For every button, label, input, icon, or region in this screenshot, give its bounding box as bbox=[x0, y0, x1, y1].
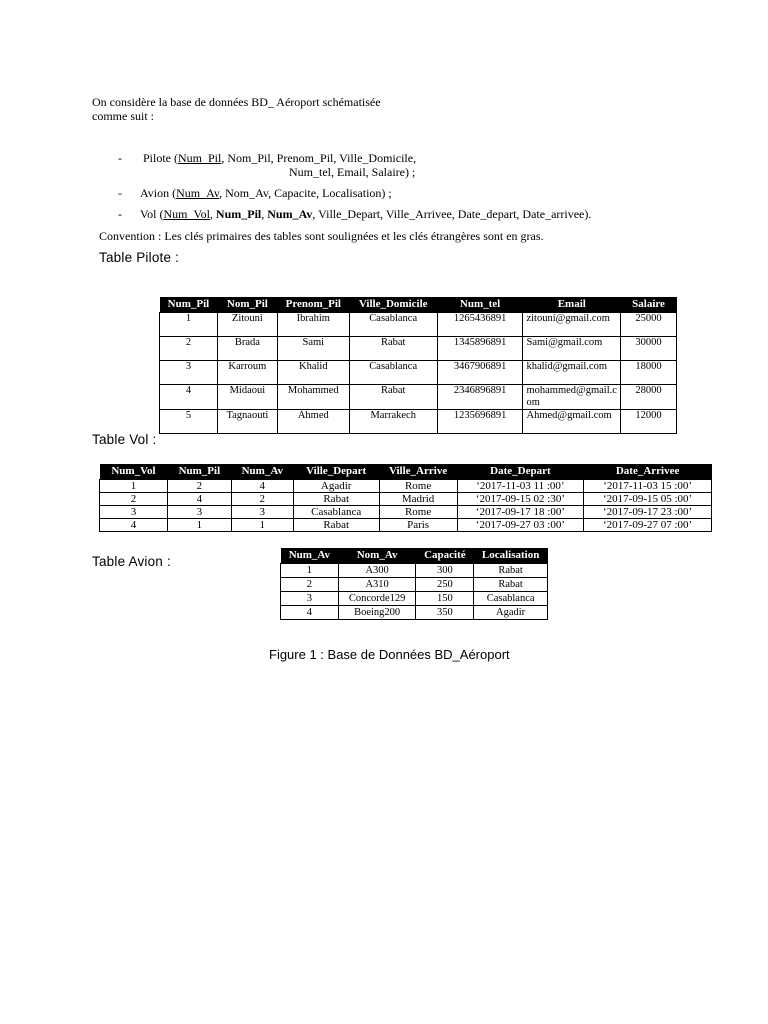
table-cell: Rabat bbox=[293, 493, 379, 506]
table-cell: Agadir bbox=[293, 480, 379, 493]
table-cell: 3 bbox=[281, 592, 339, 606]
table-cell: 18000 bbox=[621, 361, 677, 385]
table-cell: A300 bbox=[338, 564, 416, 578]
table-cell: 300 bbox=[416, 564, 474, 578]
table-cell: 5 bbox=[160, 410, 218, 434]
table-cell: 1 bbox=[167, 519, 231, 532]
schema-pilote-name: Pilote ( bbox=[143, 151, 178, 165]
column-header: Num_tel bbox=[437, 297, 523, 313]
table-avion-title: Table Avion : bbox=[92, 554, 171, 569]
table-cell: Madrid bbox=[379, 493, 457, 506]
table-cell: Khalid bbox=[277, 361, 349, 385]
intro-line-1: On considère la base de données BD_ Aéroport schématisée bbox=[92, 95, 381, 109]
table-pilote-title: Table Pilote : bbox=[99, 250, 180, 265]
intro-line-2: comme suit : bbox=[92, 109, 154, 123]
table-cell: Casablanca bbox=[349, 361, 437, 385]
schema-pilote-primary-key: Num_Pil bbox=[178, 151, 222, 165]
table-cell: 4 bbox=[100, 519, 168, 532]
schema-avion-attributes: , Nom_Av, Capacite, Localisation) ; bbox=[219, 186, 392, 200]
table-cell: 150 bbox=[416, 592, 474, 606]
column-header: Ville_Depart bbox=[293, 464, 379, 480]
column-header: Nom_Pil bbox=[217, 297, 277, 313]
bullet-dash: - bbox=[118, 151, 122, 165]
table-cell: Rome bbox=[379, 506, 457, 519]
table-cell: 1 bbox=[160, 313, 218, 337]
column-header: Capacité bbox=[416, 548, 474, 564]
table-cell: 1 bbox=[100, 480, 168, 493]
table-cell: Ibrahim bbox=[277, 313, 349, 337]
table-cell: 2 bbox=[167, 480, 231, 493]
table-cell: 25000 bbox=[621, 313, 677, 337]
table-cell: Boeing200 bbox=[338, 606, 416, 620]
bullet-dash: - bbox=[118, 207, 122, 221]
table-cell: ‘2017-09-27 07 :00’ bbox=[584, 519, 712, 532]
table-cell: 2346896891 bbox=[437, 385, 523, 410]
column-header: Email bbox=[523, 297, 621, 313]
table-cell: Rome bbox=[379, 480, 457, 493]
table-cell: 3 bbox=[231, 506, 293, 519]
table-cell: 250 bbox=[416, 578, 474, 592]
schema-pilote bbox=[143, 151, 416, 165]
table-cell: 3 bbox=[160, 361, 218, 385]
table-avion bbox=[280, 548, 548, 620]
table-cell: 2 bbox=[100, 493, 168, 506]
table-row bbox=[281, 592, 548, 606]
table-cell: Marrakech bbox=[349, 410, 437, 434]
table-cell: ‘2017-09-17 18 :00’ bbox=[457, 506, 584, 519]
table-cell: Rabat bbox=[293, 519, 379, 532]
schema-vol-comma: , bbox=[261, 207, 265, 221]
table-cell: Casablanca bbox=[293, 506, 379, 519]
schema-vol-foreign-key-pilote: Num_Pil bbox=[215, 207, 262, 221]
table-cell: 3 bbox=[100, 506, 168, 519]
table-pilote bbox=[159, 297, 677, 434]
table-row bbox=[100, 480, 712, 493]
table-cell: Sami bbox=[277, 337, 349, 361]
schema-avion-primary-key: Num_Av bbox=[176, 186, 220, 200]
table-cell: Paris bbox=[379, 519, 457, 532]
table-row bbox=[281, 578, 548, 592]
table-cell: ‘2017-09-17 23 :00’ bbox=[584, 506, 712, 519]
table-cell: 2 bbox=[160, 337, 218, 361]
table-cell: Midaoui bbox=[217, 385, 277, 410]
table-row bbox=[160, 313, 677, 337]
table-cell: 350 bbox=[416, 606, 474, 620]
schema-vol bbox=[140, 207, 591, 221]
table-cell: Agadir bbox=[474, 606, 548, 620]
table-cell: ‘2017-09-15 02 :30’ bbox=[457, 493, 584, 506]
table-cell: Karroum bbox=[217, 361, 277, 385]
column-header: Num_Pil bbox=[167, 464, 231, 480]
column-header: Prenom_Pil bbox=[277, 297, 349, 313]
table-cell: khalid@gmail.com bbox=[523, 361, 621, 385]
table-vol bbox=[99, 464, 712, 532]
table-cell: Ahmed@gmail.com bbox=[523, 410, 621, 434]
schema-vol-foreign-key-avion: Num_Av bbox=[267, 207, 313, 221]
column-header: Salaire bbox=[621, 297, 677, 313]
convention-note: Convention : Les clés primaires des tables sont soulignées et les clés étrangères sont en gras. bbox=[99, 229, 544, 243]
table-cell: Rabat bbox=[474, 578, 548, 592]
table-cell: ‘2017-11-03 15 :00’ bbox=[584, 480, 712, 493]
table-cell: Brada bbox=[217, 337, 277, 361]
table-pilote-header-row bbox=[160, 297, 677, 313]
table-row bbox=[100, 519, 712, 532]
table-avion-body bbox=[281, 564, 548, 620]
table-cell: 2 bbox=[281, 578, 339, 592]
table-avion-header-row bbox=[281, 548, 548, 564]
table-row bbox=[160, 385, 677, 410]
table-cell: ‘2017-09-15 05 :00’ bbox=[584, 493, 712, 506]
table-cell: Zitouni bbox=[217, 313, 277, 337]
table-cell: Sami@gmail.com bbox=[523, 337, 621, 361]
schema-pilote-attributes-cont: Num_tel, Email, Salaire) ; bbox=[289, 165, 416, 179]
table-cell: Concorde129 bbox=[338, 592, 416, 606]
table-cell: 1345896891 bbox=[437, 337, 523, 361]
table-cell: 4 bbox=[231, 480, 293, 493]
column-header: Nom_Av bbox=[338, 548, 416, 564]
table-vol-body bbox=[100, 480, 712, 532]
table-cell: Ahmed bbox=[277, 410, 349, 434]
table-row bbox=[281, 606, 548, 620]
table-row bbox=[160, 410, 677, 434]
table-row bbox=[281, 564, 548, 578]
table-cell: Mohammed bbox=[277, 385, 349, 410]
column-header: Num_Pil bbox=[160, 297, 218, 313]
column-header: Ville_Domicile bbox=[349, 297, 437, 313]
table-cell: 4 bbox=[167, 493, 231, 506]
column-header: Num_Av bbox=[231, 464, 293, 480]
table-cell: 1 bbox=[281, 564, 339, 578]
table-cell: Tagnaouti bbox=[217, 410, 277, 434]
table-cell: 2 bbox=[231, 493, 293, 506]
column-header: Num_Vol bbox=[100, 464, 168, 480]
table-cell: Rabat bbox=[349, 337, 437, 361]
table-cell: 12000 bbox=[621, 410, 677, 434]
column-header: Date_Arrivee bbox=[584, 464, 712, 480]
schema-vol-name: Vol ( bbox=[140, 207, 164, 221]
table-cell: A310 bbox=[338, 578, 416, 592]
table-cell: 30000 bbox=[621, 337, 677, 361]
table-row bbox=[160, 361, 677, 385]
bullet-dash: - bbox=[118, 186, 122, 200]
schema-avion-name: Avion ( bbox=[140, 186, 177, 200]
figure-caption: Figure 1 : Base de Données BD_Aéroport bbox=[269, 647, 510, 662]
table-vol-title: Table Vol : bbox=[92, 432, 157, 447]
table-cell: 4 bbox=[160, 385, 218, 410]
column-header: Num_Av bbox=[281, 548, 339, 564]
table-cell: Casablanca bbox=[474, 592, 548, 606]
column-header: Ville_Arrive bbox=[379, 464, 457, 480]
table-cell: Rabat bbox=[349, 385, 437, 410]
column-header: Localisation bbox=[474, 548, 548, 564]
table-pilote-body bbox=[160, 313, 677, 434]
schema-vol-separator: , bbox=[209, 207, 216, 221]
table-cell: 28000 bbox=[621, 385, 677, 410]
schema-vol-attributes: , Ville_Depart, Ville_Arrivee, Date_depart, Date_arrivee). bbox=[312, 207, 592, 221]
table-cell: 3467906891 bbox=[437, 361, 523, 385]
table-cell: ‘2017-09-27 03 :00’ bbox=[457, 519, 584, 532]
schema-avion bbox=[140, 186, 392, 200]
table-cell: mohammed@gmail.com bbox=[523, 385, 621, 410]
schema-pilote-attributes: , Nom_Pil, Prenom_Pil, Ville_Domicile, bbox=[221, 151, 417, 165]
table-cell: Casablanca bbox=[349, 313, 437, 337]
table-cell: 1265436891 bbox=[437, 313, 523, 337]
table-row bbox=[100, 506, 712, 519]
column-header: Date_Depart bbox=[457, 464, 584, 480]
table-cell: zitouni@gmail.com bbox=[523, 313, 621, 337]
table-cell: 1235696891 bbox=[437, 410, 523, 434]
table-cell: 1 bbox=[231, 519, 293, 532]
table-vol-header-row bbox=[100, 464, 712, 480]
table-cell: 3 bbox=[167, 506, 231, 519]
table-row bbox=[160, 337, 677, 361]
table-row bbox=[100, 493, 712, 506]
schema-vol-primary-key: Num_Vol bbox=[163, 207, 210, 221]
table-cell: Rabat bbox=[474, 564, 548, 578]
table-cell: 4 bbox=[281, 606, 339, 620]
table-cell: ‘2017-11-03 11 :00’ bbox=[457, 480, 584, 493]
